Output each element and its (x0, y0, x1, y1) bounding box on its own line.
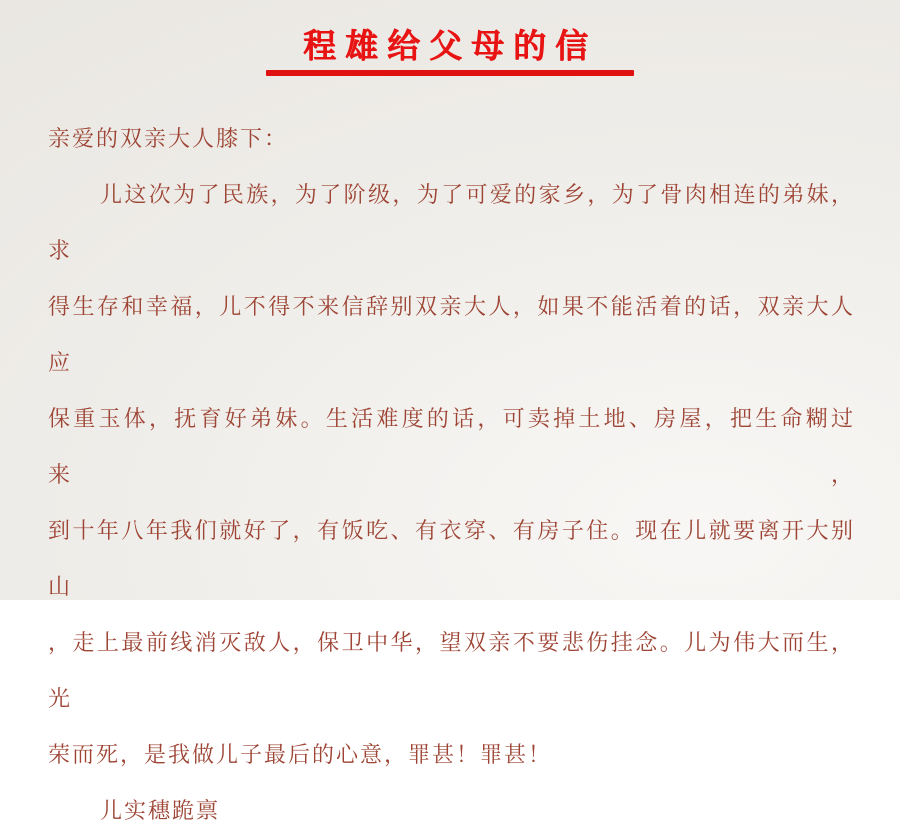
salutation-line: 亲爱的双亲大人膝下： (48, 127, 289, 152)
letter-body (48, 112, 855, 840)
body-line: 到十年八年我们就好了，有饭吃、有衣穿、有房子住。现在儿就要离开大别山 (48, 519, 855, 600)
body-line: ，走上最前线消灭敌人，保卫中华，望双亲不要悲伤挂念。儿为伟大而生，光 (48, 631, 855, 712)
body-line: 得生存和幸福，儿不得不来信辞别双亲大人，如果不能活着的话，双亲大人应 (48, 295, 855, 376)
signature-line: 儿实穗跪禀 (100, 799, 221, 824)
page-title: 程雄给父母的信 (303, 26, 597, 65)
body-line: 保重玉体，抚育好弟妹。生活难度的话，可卖掉土地、房屋，把生命糊过来， (48, 407, 855, 488)
title-block (0, 20, 900, 76)
title-underline (266, 70, 634, 76)
body-line: 荣而死，是我做儿子最后的心意，罪甚！罪甚！ (48, 743, 553, 768)
body-line: 儿这次为了民族，为了阶级，为了可爱的家乡，为了骨肉相连的弟妹，求 (48, 183, 855, 264)
